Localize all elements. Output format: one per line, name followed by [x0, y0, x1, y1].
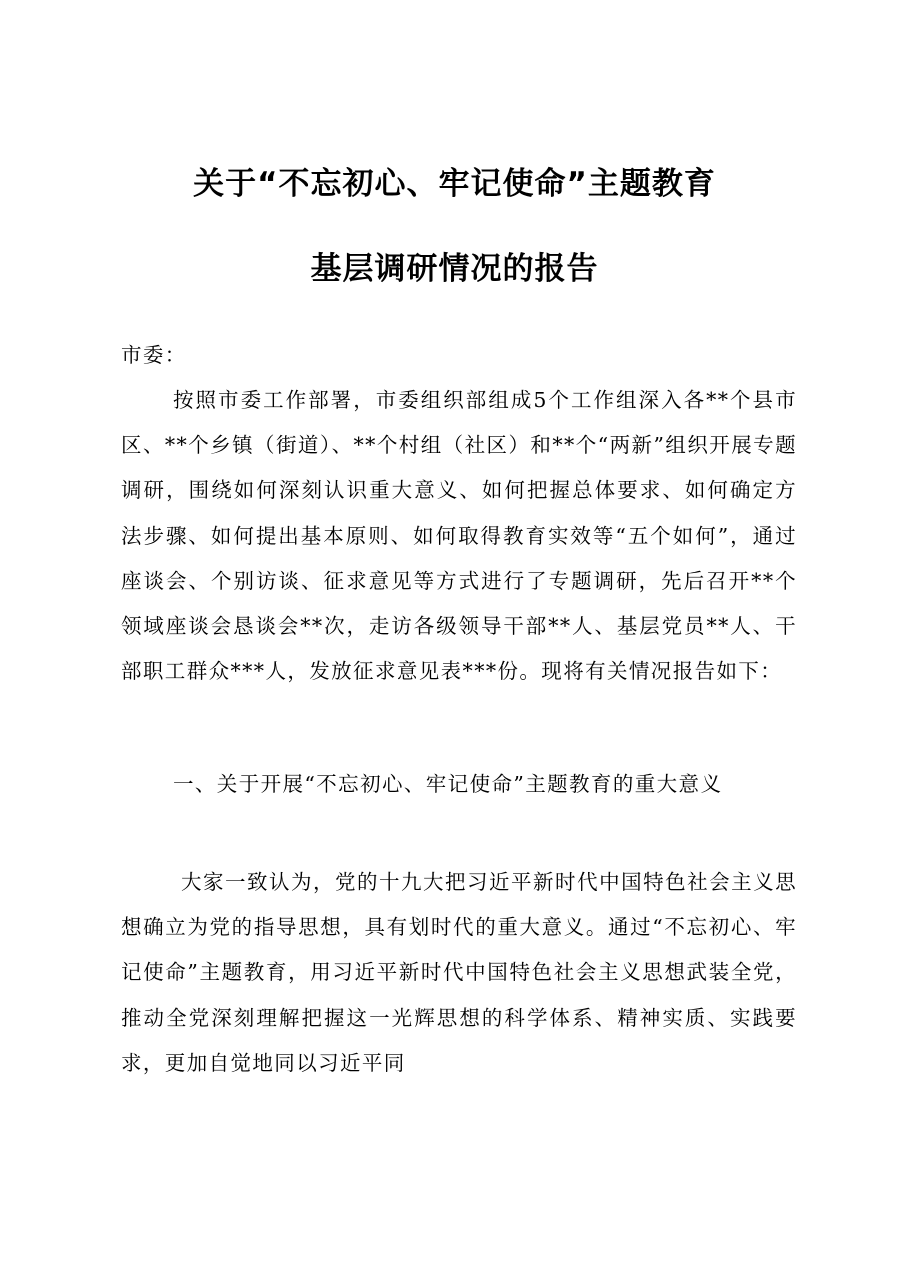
- section-heading-1: 一、关于开展“不忘初心、牢记使命”主题教育的重大意义: [173, 772, 723, 796]
- document-title-line-1: 关于“不忘初心、牢记使命”主题教育: [193, 166, 716, 202]
- intro-paragraph: 按照市委工作部署，市委组织部组成5个工作组深入各**个县市区、**个乡镇（街道）、**个村组（社区）和**个“两新”组织开展专题调研，围绕如何深刻认识重大意义、如何把握总体要求、如何确定方法步骤、如何提出基本原则、如何取得教育实效等“五个如何”，通过座谈会、个别访谈、征求意见等方式进行了专题调研，先后召开**个领域座谈会恳谈会**次，走访各级领导干部**人、基层党员**人、干部职工群众***人，发放征求意见表***份。现将有关情况报告如下：: [121, 388, 797, 684]
- salutation: 市委：: [121, 343, 187, 367]
- section-1-paragraph: 大家一致认为，党的十九大把习近平新时代中国特色社会主义思想确立为党的指导思想，具有划时代的重大意义。通过“不忘初心、牢记使命”主题教育，用习近平新时代中国特色社会主义思想武装全党，推动全党深刻理解把握这一光辉思想的科学体系、精神实质、实践要求，更加自觉地同以习近平同: [121, 870, 797, 1075]
- document-title-line-2: 基层调研情况的报告: [310, 251, 599, 287]
